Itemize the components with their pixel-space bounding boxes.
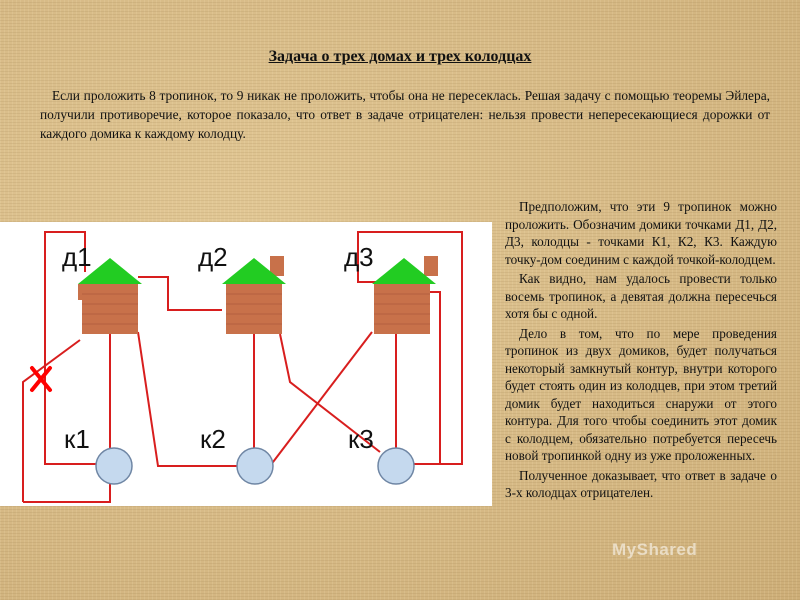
paragraph: Как видно, нам удалось провести только восемь тропинок, а девятая должна пересечься хотя бы с одной.: [505, 271, 777, 321]
path-d1-d2-connector: [138, 277, 222, 310]
house-wall: [226, 284, 282, 334]
page-title: Задача о трех домах и трех колодцах: [268, 48, 532, 65]
label-d2: д2: [198, 242, 228, 272]
label-k2: к2: [200, 424, 226, 454]
label-k3: к3: [348, 424, 374, 454]
paragraph: Дело в том, что по мере проведения тропинок из двух домиков, будет получаться некоторый замкнутый контур, внутри которого будет стоять один из колодцев, при этом третий домик будет находиться снаружи от этого контура. Для того чтобы соединить этот домик с колодцем, обязательно потребуется пересечь новой тропинкой одну из уже проложенных.: [505, 325, 777, 463]
intro-text: Если проложить 8 тропинок, то 9 никак не проложить, чтобы она не пересеклась. Решая задачу с помощью теоремы Эйлера, получили противоречие, которое показало, что ответ в задаче отрицателен: нельзя провести непересекающиеся дорожки от каждого домика к каждому колодцу.: [40, 88, 770, 141]
label-k1: к1: [64, 424, 90, 454]
chimney: [424, 256, 438, 276]
label-d1: д1: [62, 242, 92, 272]
house-d3: [372, 256, 438, 334]
well-k2: [237, 448, 273, 484]
houses-wells-diagram: [0, 222, 492, 506]
house-wall: [374, 284, 430, 334]
diagram-svg: [0, 222, 492, 506]
well-k3: [378, 448, 414, 484]
house-wall: [82, 284, 138, 334]
watermark-logo: MyShared: [612, 540, 698, 559]
paragraph: Полученное доказывает, что ответ в задаче о 3-х колодцах отрицателен.: [505, 467, 777, 500]
well-k1: [96, 448, 132, 484]
label-d3: д3: [344, 242, 374, 272]
cross-mark-icon: [32, 368, 50, 390]
house-d2: [222, 256, 286, 334]
path-d2-k1-lower: [23, 340, 80, 502]
path-bottom-route: [23, 480, 110, 502]
paragraph: Предположим, что эти 9 тропинок можно проложить. Обозначим домики точками Д1, Д2, Д3, колодцы - точками К1, К2, К3. Каждую точку-дом соединим с каждой точкой-колодцем.: [505, 199, 777, 267]
explanation-text: [505, 198, 777, 504]
